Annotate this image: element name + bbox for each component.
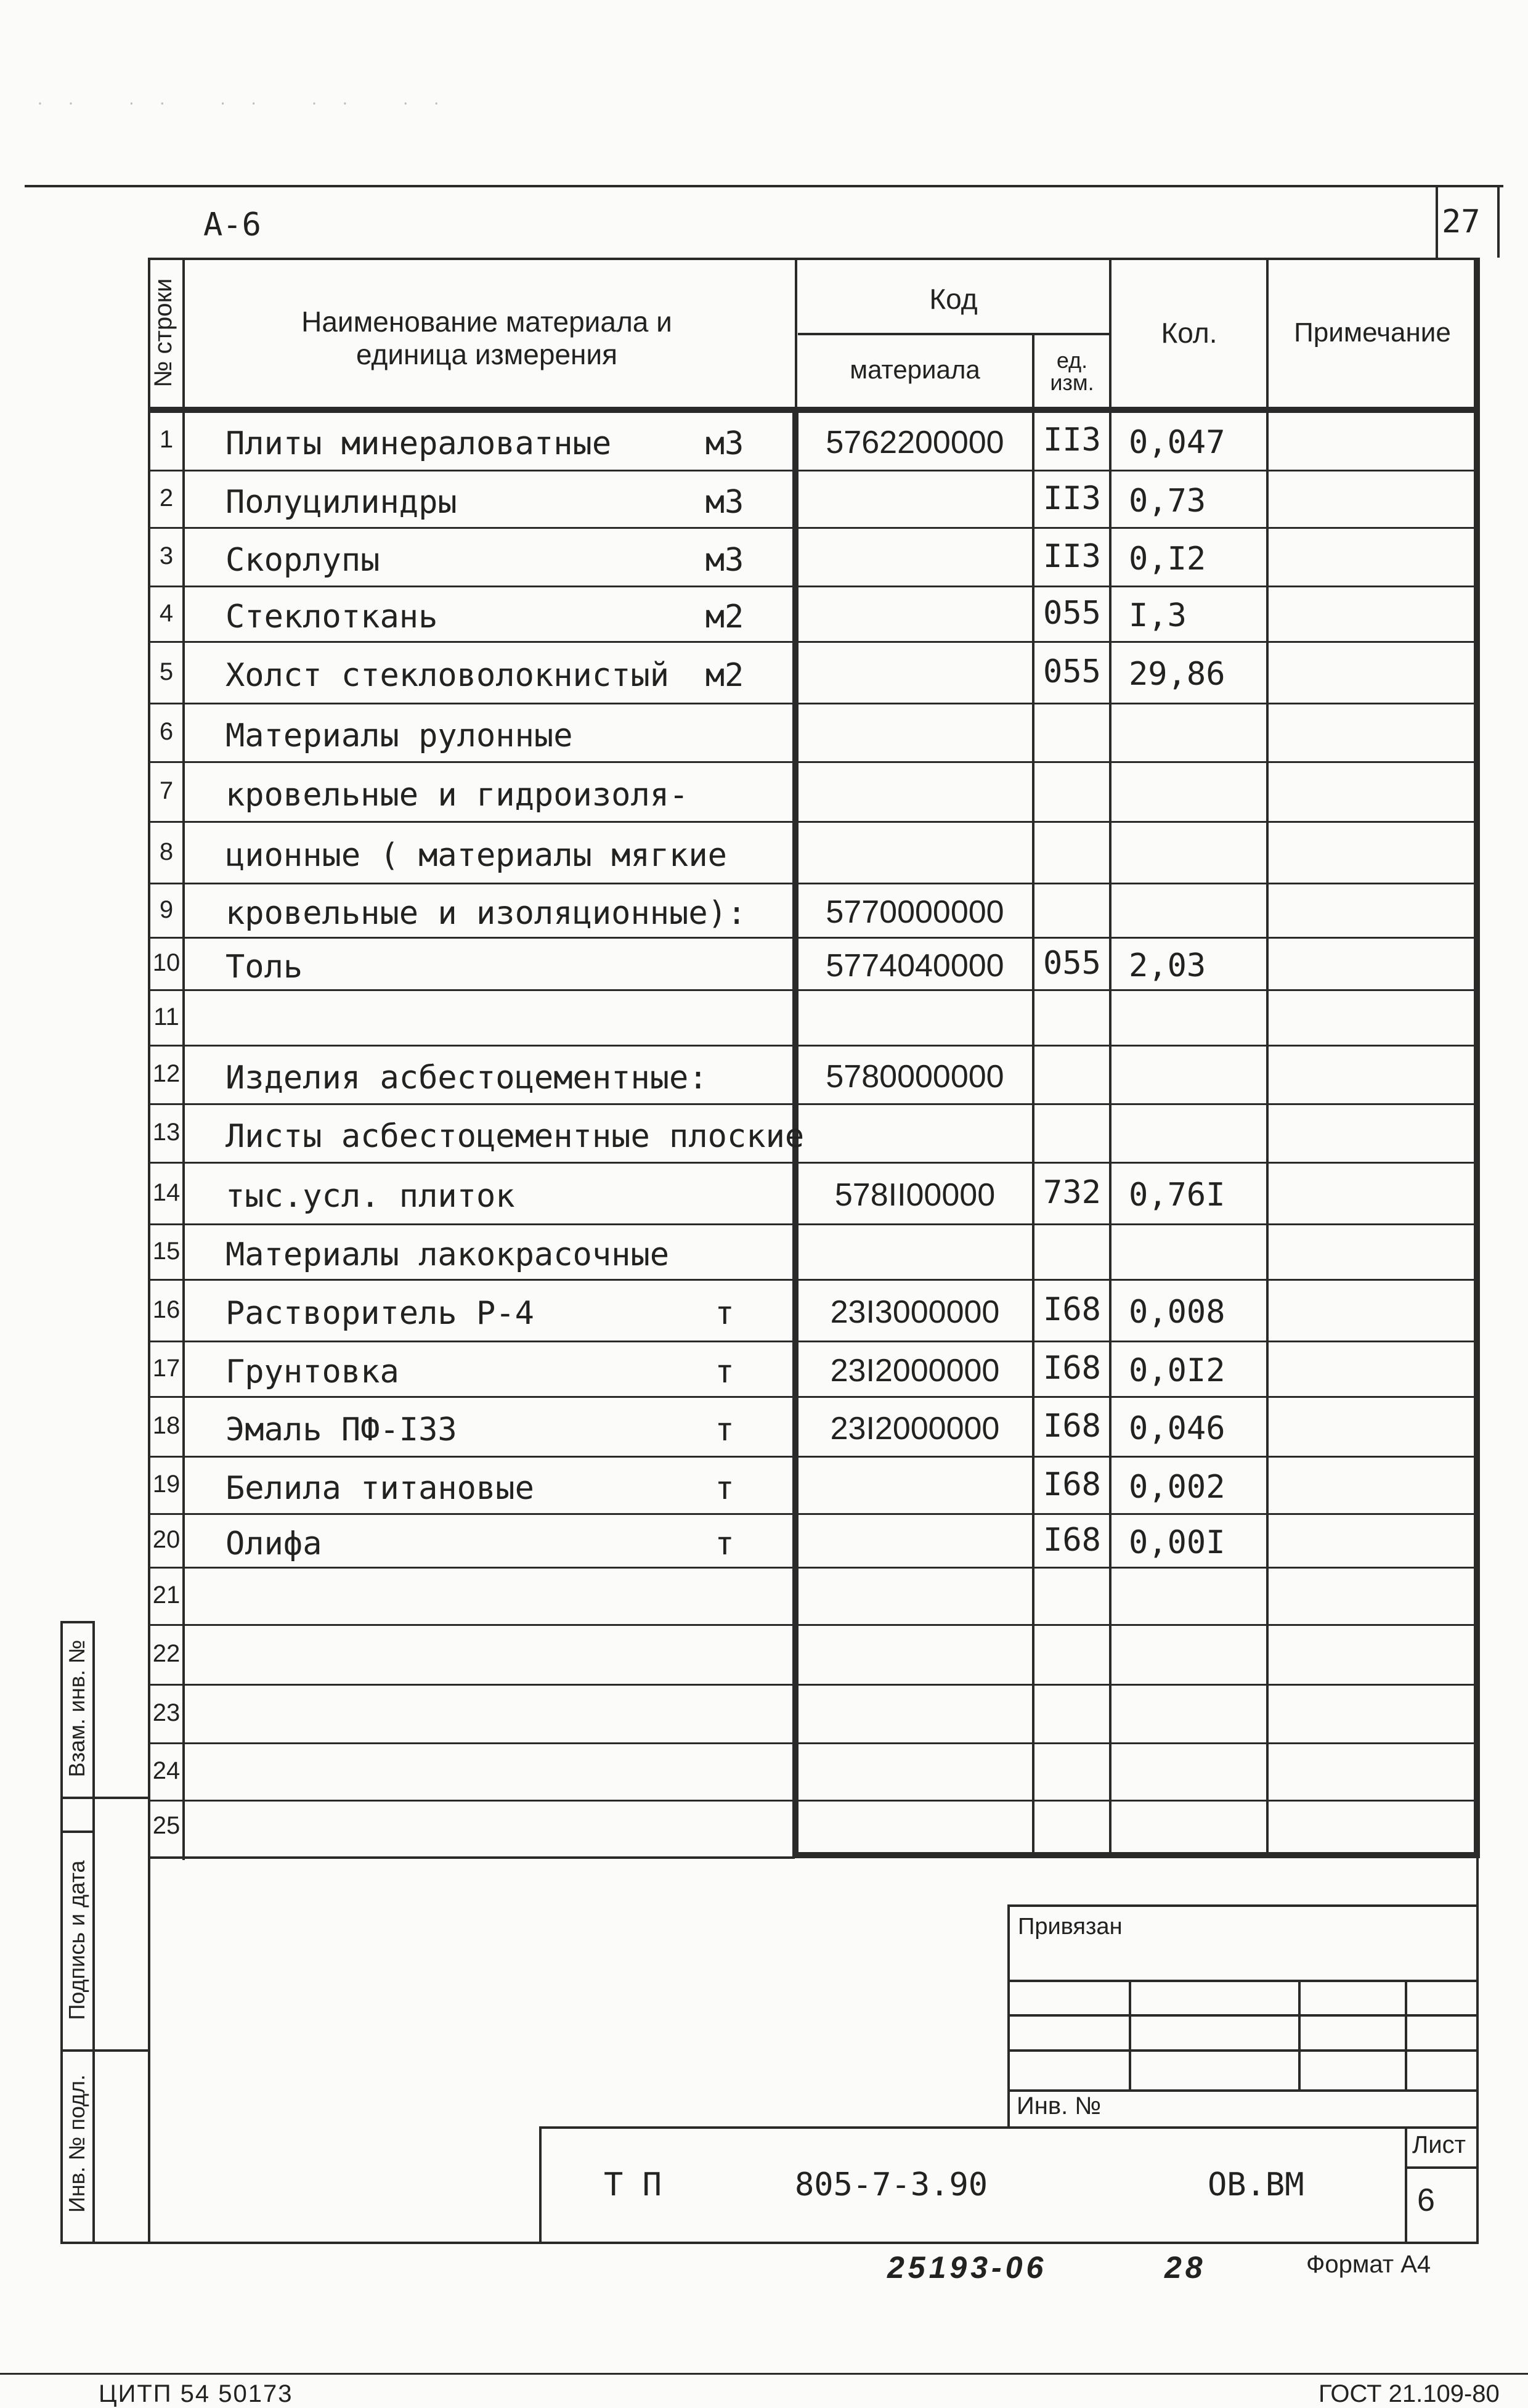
row-name: Растворитель Р-4 [226,1295,534,1332]
main-stamp-top [539,2126,1479,2129]
footer-line [0,2373,1528,2375]
row-name: Стеклоткань [226,598,438,635]
row-unit-code [1035,1223,1109,1279]
tb-row1 [1007,1980,1479,1982]
row-name: Скорлупы [226,541,380,579]
row-unit [690,941,755,993]
tb-col3 [1405,1980,1407,2091]
row-unit [690,1746,755,1803]
main-stamp-left [539,2126,542,2243]
row-unit: т [715,1353,734,1390]
row-number: 13 [152,1119,181,1146]
row-unit-code: I68 [1043,1466,1101,1503]
row-number: 1 [159,426,174,453]
row-unit: т [715,1411,734,1448]
side-inv-podl: Инв. № подл. [64,2074,89,2213]
tb-row3 [1007,2049,1479,2052]
row-unit-code [1035,821,1109,883]
row-number: 23 [152,1699,181,1726]
row-unit-code: 055 [1043,944,1101,982]
row-unit-code [1035,1742,1109,1800]
row-material-code [798,1226,1032,1281]
row-unit-code: I68 [1043,1407,1101,1445]
row-quantity [1115,705,1264,764]
table-left-bottom [148,1856,795,1859]
row-name: Олифа [226,1525,322,1562]
row-number: 4 [159,599,174,627]
top-scribble: ·· ·· ·· ·· ·· [37,92,465,113]
row-number: 20 [152,1526,181,1553]
row-quantity [1115,992,1264,1047]
row-number: 3 [159,542,174,569]
row-quantity: 0,008 [1129,1294,1225,1331]
row-number: 25 [152,1812,181,1839]
row-name: Материалы лакокрасочные [226,1236,670,1273]
row-name: Толь [226,948,303,986]
row-quantity: 0,002 [1129,1468,1225,1506]
row-unit [690,1165,755,1227]
inv-no-label: Инв. № [1017,2092,1102,2120]
row-name: Изделия асбестоцементные: [226,1059,708,1096]
row-quantity [1115,1802,1264,1855]
row-material-code: 5762200000 [826,424,1004,460]
header-row-number: № строки [150,278,177,388]
row-quantity: 29,86 [1129,656,1225,693]
row-material-code [798,1106,1032,1164]
row-unit [690,1227,755,1283]
row-material-code: 5774040000 [826,947,1004,984]
table-id: А-6 [203,206,261,243]
row-unit-code: 732 [1043,1174,1101,1211]
row-material-code [798,472,1032,529]
tb-col2 [1298,1980,1301,2091]
side-left-border [60,1621,63,2243]
row-quantity: 0,76I [1129,1177,1225,1214]
row-unit [690,1803,755,1856]
row-unit: т [715,1295,734,1332]
row-unit-code [1035,989,1109,1045]
row-name: Материалы рулонные [226,717,573,754]
row-quantity: 2,03 [1129,947,1206,984]
side-sep1 [60,1797,148,1799]
row-number: 14 [152,1178,181,1206]
row-unit-code: I68 [1043,1291,1101,1328]
row-quantity [1115,1626,1264,1686]
row-name: кровельные и изоляционные): [226,895,747,932]
row-number: 24 [152,1757,181,1784]
row-unit-code [1035,1045,1109,1103]
row-material-code [798,588,1032,643]
row-unit-code [1035,703,1109,761]
row-unit: т [715,1469,734,1507]
row-unit [690,1048,755,1107]
row-number: 2 [159,484,174,512]
tp-label: Т П [604,2166,662,2203]
row-number: 19 [152,1471,181,1498]
row-number: 21 [152,1582,181,1609]
row-material-code: 23I2000000 [830,1353,1000,1389]
row-unit [690,1688,755,1746]
row-unit [690,1628,755,1688]
tb-row4 [1007,2089,1479,2092]
row-name: тыс.усл. плиток [226,1178,515,1215]
row-material-code [798,1569,1032,1626]
row-name: Белила титановые [226,1469,534,1507]
row-unit-code: II3 [1043,480,1101,517]
row-material-code: 23I2000000 [830,1410,1000,1447]
row-quantity [1115,823,1264,885]
row-material-code [798,992,1032,1047]
header-code-unit: ед. изм. [1050,348,1094,395]
row-unit-code: II3 [1043,537,1101,575]
doc-mark: ОВ.ВМ [1208,2166,1304,2203]
row-material-code: 23I3000000 [830,1294,1000,1330]
header-note: Примечание [1294,317,1451,348]
row-name: кровельные и гидроизоля- [226,776,689,814]
row-material-code [798,1516,1032,1569]
row-unit-code: I68 [1043,1350,1101,1387]
header-name-line2: единица измерения [356,338,618,370]
row-material-code [798,529,1032,588]
frame-left-bottom [148,1855,150,2243]
sheet-number: 6 [1417,2182,1435,2218]
row-quantity [1115,764,1264,823]
row-quantity: 0,047 [1129,423,1225,461]
page-number: 27 [1442,203,1481,240]
sheet-box-left [1405,2126,1407,2243]
row-unit-code [1035,1624,1109,1684]
footer-left: ЦИТП 54 50173 [99,2380,293,2407]
row-name: Плиты минераловатные [226,425,612,462]
row-number: 10 [152,949,181,976]
row-unit-code: 055 [1043,595,1101,632]
col-unit-border [1109,258,1111,1854]
col-num-border [182,258,185,1860]
row-material-code [798,1626,1032,1686]
header-code: Код [929,283,978,315]
doc-code: 805-7-3.90 [795,2166,988,2203]
row-unit-code [1035,1684,1109,1742]
row-quantity: 0,I2 [1129,540,1206,578]
tb-top [1007,1904,1479,1907]
row-quantity: 0,0I2 [1129,1352,1225,1389]
row-name: Полуцилиндры [226,483,457,521]
row-unit [690,1107,755,1165]
side-vzam: Взам. инв. № [64,1639,89,1777]
row-unit: м2 [705,657,744,694]
table-top-line [148,258,1479,260]
row-quantity [1115,1106,1264,1164]
privyazan-label: Привязан [1018,1914,1123,1940]
row-number: 18 [152,1412,181,1439]
row-material-code [798,1745,1032,1802]
side-mid-border [92,1621,95,2243]
row-unit: м3 [705,483,744,521]
handwritten-number: 25193-06 [887,2250,1047,2285]
row-unit: т [715,1525,734,1562]
row-material-code: 5780000000 [826,1058,1004,1095]
row-number: 8 [159,838,174,865]
col-name-border [795,258,797,412]
side-bottom [60,2242,148,2244]
row-quantity [1115,1047,1264,1106]
format-label: Формат А4 [1306,2251,1431,2278]
col-qty-border [1266,258,1269,1854]
row-number: 17 [152,1354,181,1382]
tb-row2 [1007,2014,1479,2017]
row-number: 7 [159,777,174,804]
row-unit [690,886,755,941]
row-material-code [798,823,1032,885]
sheet-label: Лист [1412,2131,1466,2158]
row-number: 5 [159,658,174,685]
row-name: ционные ( материалы мягкие [226,837,727,874]
header-name-line1: Наименование материала и [301,306,672,338]
row-material-code: 578II00000 [834,1177,996,1213]
row-unit-code [1035,1567,1109,1624]
row-unit-code: I68 [1043,1521,1101,1559]
frame-bottom [148,2242,1479,2244]
row-unit-code: 055 [1043,653,1101,690]
row-quantity: 0,046 [1129,1410,1225,1447]
row-unit-code [1035,1103,1109,1162]
row-quantity [1115,1745,1264,1802]
row-material-code [798,643,1032,705]
handwritten-page: 28 [1164,2250,1206,2285]
row-number: 12 [152,1060,181,1087]
row-quantity: 0,00I [1129,1524,1225,1561]
row-unit: м2 [705,598,744,635]
row-number: 16 [152,1296,181,1323]
sheet-box-sep [1405,2166,1479,2169]
code-sub-line [798,333,1109,335]
row-material-code [798,705,1032,764]
row-number: 6 [159,718,174,745]
tb-col1 [1129,1980,1131,2091]
row-unit-code [1035,761,1109,821]
footer-right: ГОСТ 21.109-80 [1319,2380,1500,2407]
row-quantity [1115,1569,1264,1626]
row-name: Листы асбестоцементные плоские [226,1117,805,1155]
row-quantity: 0,73 [1129,482,1206,520]
row-quantity [1115,1686,1264,1745]
row-material-code: 5770000000 [826,894,1004,930]
row-unit [690,825,755,886]
row-number: 15 [152,1237,181,1265]
row-material-code [798,1458,1032,1516]
row-material-code [798,764,1032,823]
side-podpis: Подпись и дата [64,1860,89,2020]
row-unit: м3 [705,541,744,579]
row-number: 9 [159,896,174,923]
row-material-code [798,1802,1032,1855]
col-note-right-border [1474,258,1480,1857]
row-unit-code: II3 [1043,421,1101,459]
row-unit: м3 [705,425,744,462]
row-unit [690,706,755,765]
row-name: Холст стекловолокнистый [226,657,670,694]
row-name: Грунтовка [226,1353,399,1390]
row-unit-code [1035,1800,1109,1852]
row-material-code [798,1686,1032,1745]
row-unit [690,1570,755,1628]
row-number: 22 [152,1640,181,1667]
row-number: 11 [153,1003,179,1031]
row-quantity: I,3 [1129,597,1187,634]
row-unit [690,993,755,1048]
row-quantity [1115,885,1264,939]
row-unit [690,765,755,825]
row-name: Эмаль ПФ-I33 [226,1411,457,1448]
row-quantity [1115,1226,1264,1281]
row-unit-code [1035,883,1109,937]
header-code-material: материала [850,355,980,384]
header-qty: Кол. [1161,317,1217,349]
